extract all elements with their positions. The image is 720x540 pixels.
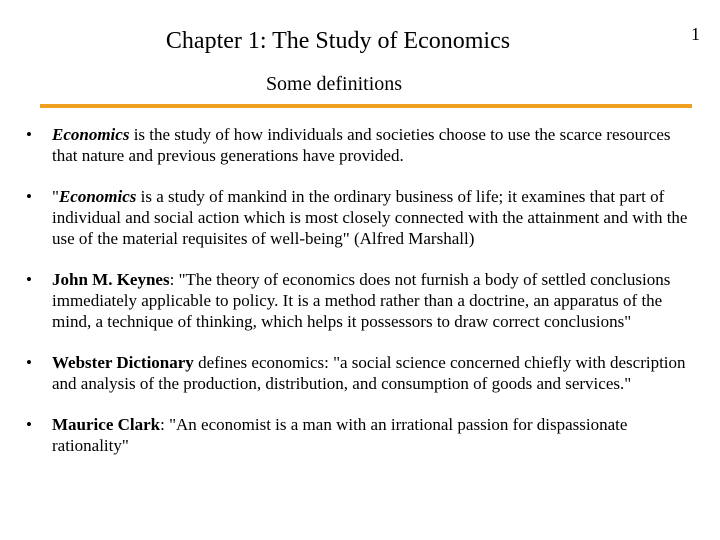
definition-item-marshall — [26, 186, 696, 249]
definition-item-keynes — [26, 269, 696, 332]
definition-text — [52, 352, 696, 394]
definition-text — [52, 124, 696, 166]
definition-body: is the study of how individuals and societies choose to use the scarce resources that nature and previous generations have provided. — [52, 125, 671, 165]
definition-item-economics — [26, 124, 696, 166]
slide-subtitle: Some definitions — [265, 73, 403, 95]
page-number: 1 — [691, 24, 700, 44]
definition-body: : "The theory of economics does not furnish a body of settled conclusions immediately applicable to policy. It is a method rather than a doctrine, an apparatus of the mind, a technique of thinking, which helps it possessors to draw correct conclusions" — [52, 270, 671, 331]
definition-body: defines economics: "a social science concerned chiefly with description and analysis of the production, distribution, and consumption of goods and services." — [52, 353, 686, 393]
bullet-icon: • — [26, 270, 32, 289]
definition-item-webster — [26, 352, 696, 394]
bullet-icon: • — [26, 353, 32, 372]
slide-title: Chapter 1: The Study of Economics — [165, 28, 511, 54]
definition-term: Economics — [58, 187, 137, 206]
definition-term: Economics — [52, 125, 130, 144]
bullet-icon: • — [26, 125, 32, 144]
definition-text — [52, 414, 696, 456]
title-divider — [40, 104, 692, 108]
bullet-icon: • — [26, 187, 32, 206]
definition-text — [52, 269, 696, 332]
definition-term: Webster Dictionary — [52, 353, 194, 372]
definition-item-clark — [26, 414, 696, 456]
definition-list — [26, 124, 696, 476]
definition-text — [52, 186, 696, 249]
definition-lead: " — [52, 187, 59, 206]
bullet-icon: • — [26, 415, 32, 434]
definition-term: Maurice Clark — [52, 415, 161, 434]
definition-term: John M. Keynes — [52, 270, 170, 289]
definition-body: : "An economist is a man with an irrational passion for dispassionate rationality" — [52, 415, 628, 455]
definition-body: is a study of mankind in the ordinary business of life; it examines that part of individual and social action which is most closely connected with the attainment and with the use of the material requisites of well-being" (Alfred Marshall) — [52, 187, 688, 248]
